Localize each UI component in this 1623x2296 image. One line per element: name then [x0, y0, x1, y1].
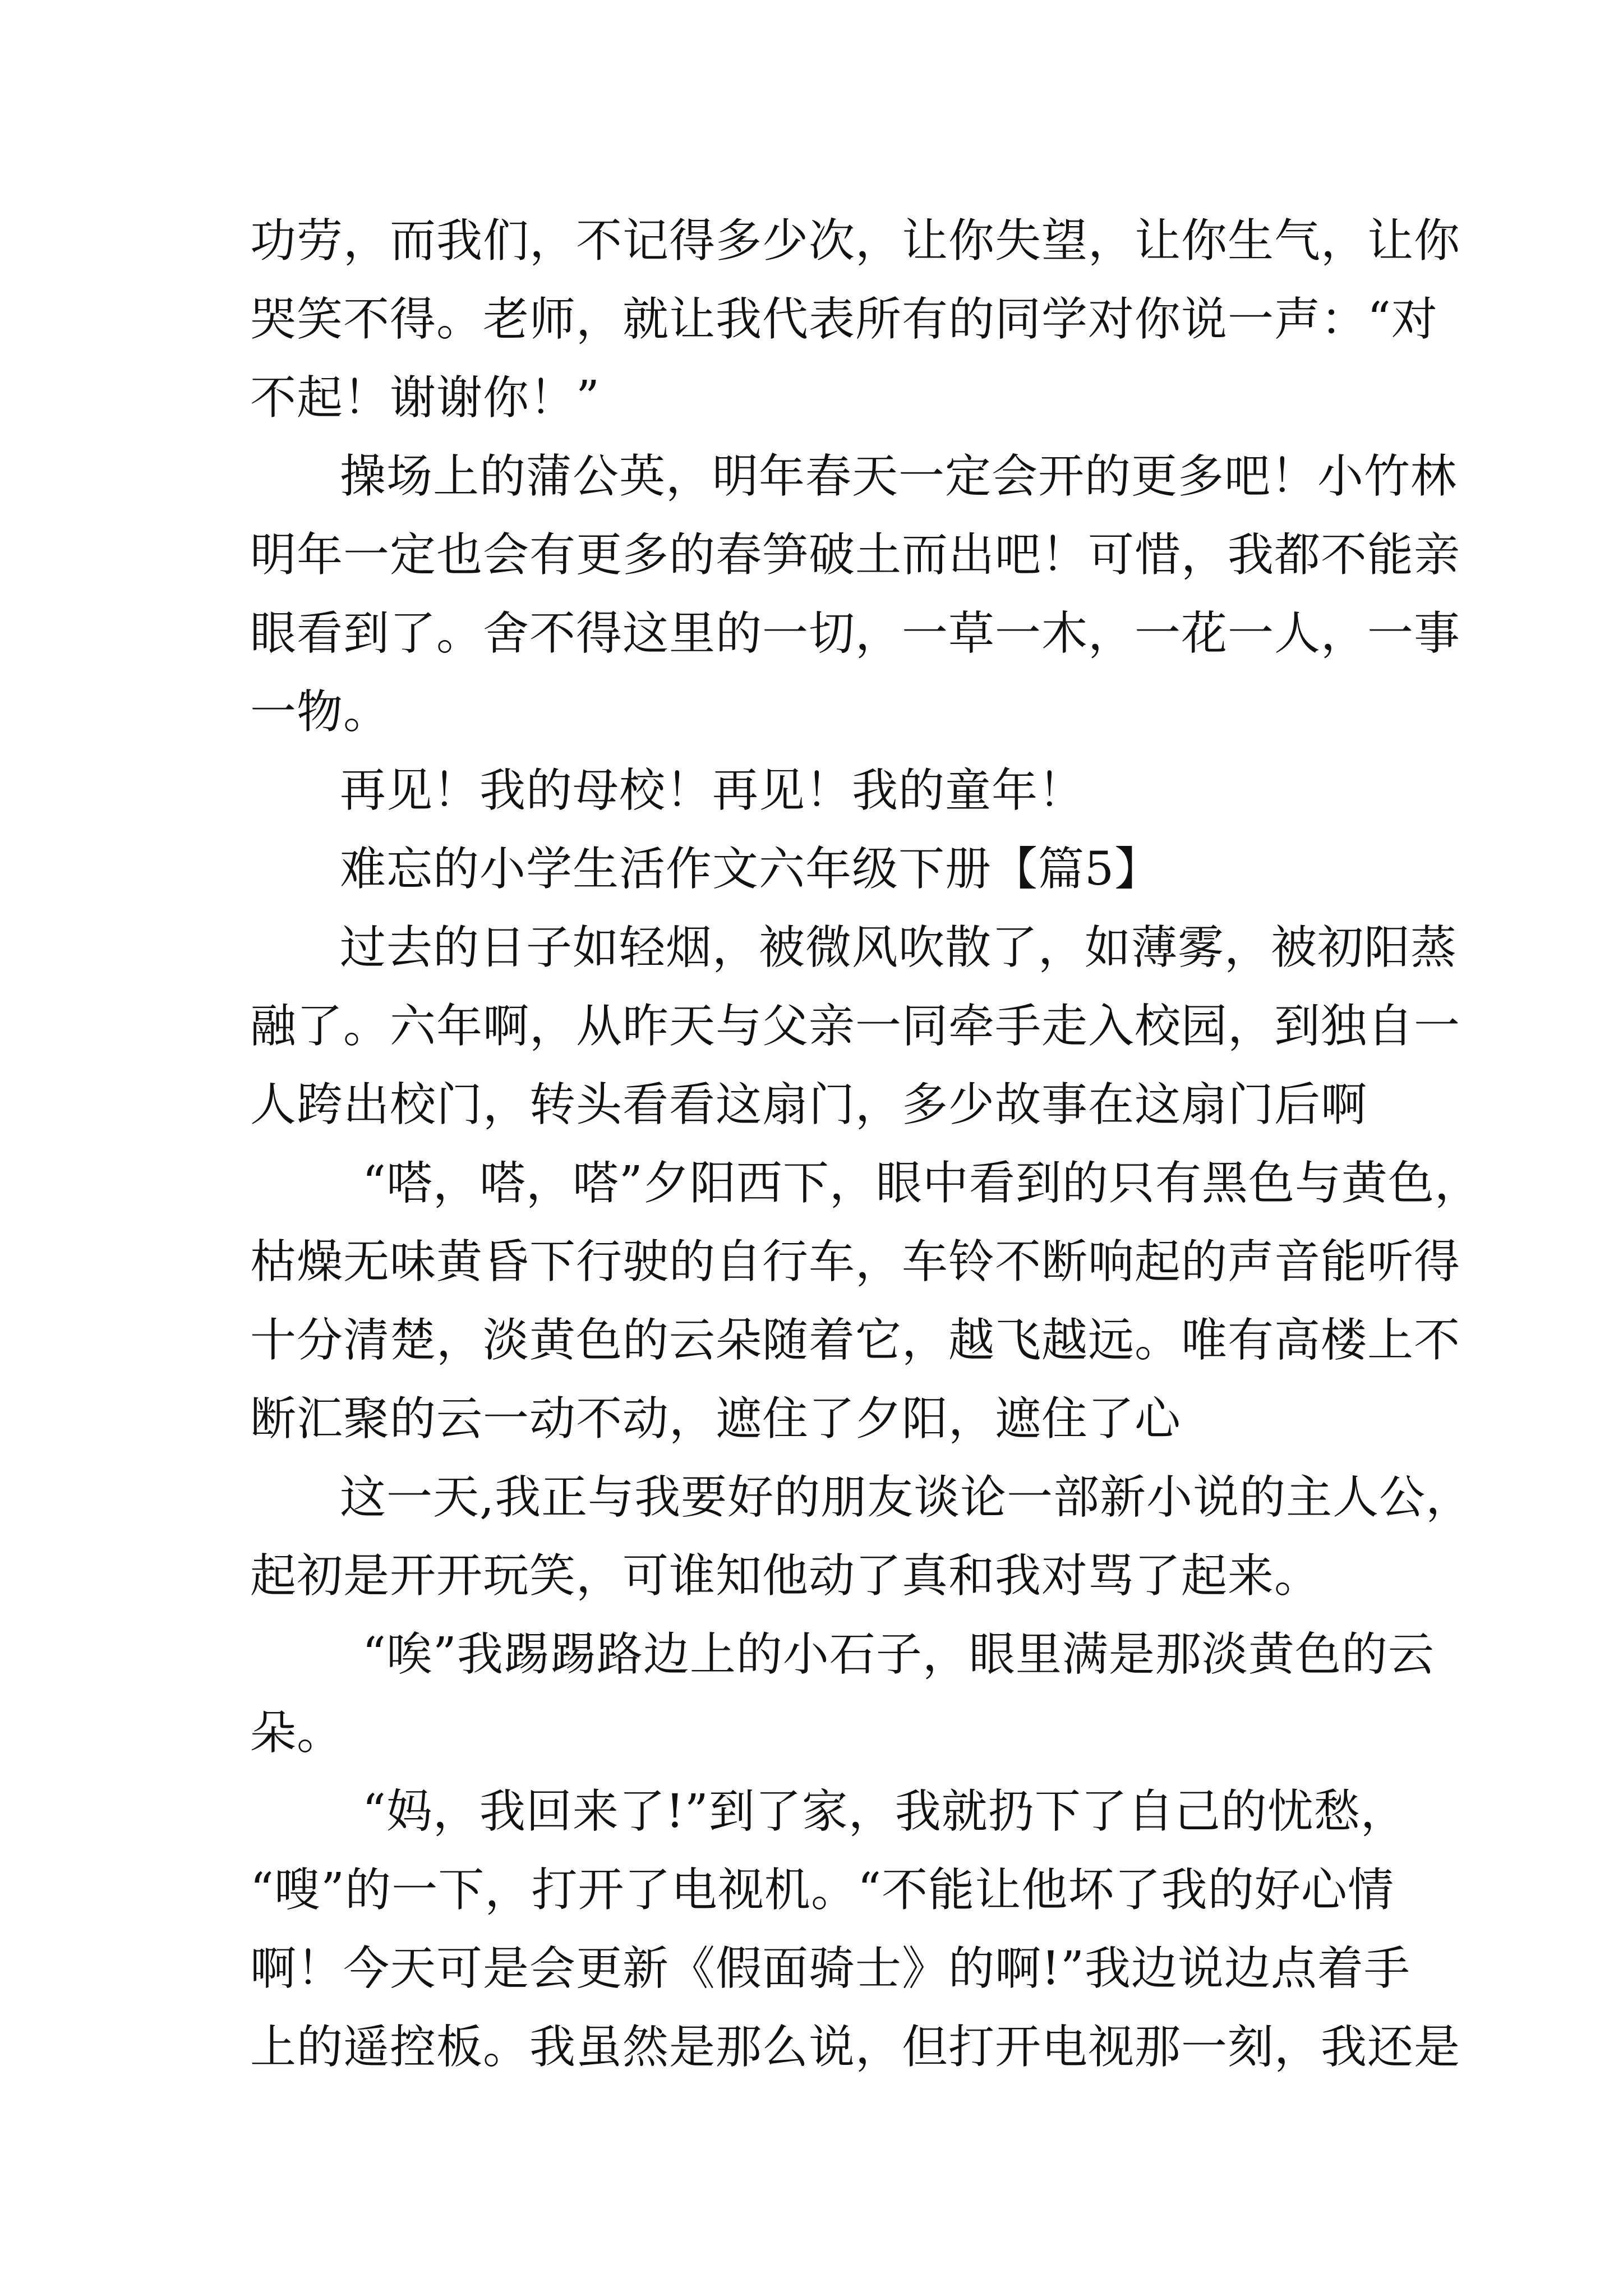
section-heading: 难忘的小学生活作文六年级下册【篇5】: [340, 843, 1161, 896]
paragraph-line: 起初是开开玩笑，可谁知他动了真和我对骂了起来。: [250, 1549, 1321, 1603]
paragraph-line: 融了。六年啊，从昨天与父亲一同牵手走入校园，到独自一: [250, 1000, 1461, 1053]
paragraph-line: “唉”我踢踢路边上的小石子，眼里满是那淡黄色的云: [362, 1628, 1435, 1681]
paragraph-line: 功劳，而我们，不记得多少次，让你失望，让你生气，让你: [250, 214, 1461, 268]
paragraph-line: 过去的日子如轻烟，被微风吹散了，如薄雾，被初阳蒸: [340, 921, 1458, 974]
paragraph-line: 断汇聚的云一动不动，遮住了夕阳，遮住了心: [250, 1392, 1182, 1446]
paragraph-line: “嗒，嗒，嗒”夕阳西下，眼中看到的只有黑色与黄色，: [362, 1157, 1481, 1210]
paragraph-line: 人跨出校门，转头看看这扇门，多少故事在这扇门后啊: [250, 1078, 1368, 1131]
paragraph-line: 操场上的蒲公英，明年春天一定会开的更多吧！小竹林: [340, 450, 1458, 503]
paragraph-line: “嗖”的一下，打开了电视机。“不能让他坏了我的好心情: [250, 1864, 1394, 1917]
paragraph-line: 一物。: [250, 685, 390, 739]
paragraph-line: 不起！谢谢你！”: [250, 371, 600, 425]
paragraph-line: 啊！今天可是会更新《假面骑士》的啊!”我边说边点着手: [250, 1942, 1410, 1995]
paragraph-line: 明年一定也会有更多的春笋破土而出吧！可惜，我都不能亲: [250, 528, 1461, 582]
paragraph-line: 上的遥控板。我虽然是那么说，但打开电视那一刻，我还是: [250, 2021, 1461, 2074]
paragraph-line: 朵。: [250, 1706, 344, 1760]
paragraph-line: 枯燥无味黄昏下行驶的自行车，车铃不断响起的声音能听得: [250, 1235, 1461, 1289]
paragraph-line: 十分清楚，淡黄色的云朵随着它，越飞越远。唯有高楼上不: [250, 1314, 1461, 1367]
paragraph-line: 再见！我的母校！再见！我的童年！: [340, 764, 1085, 817]
paragraph-line: “妈，我回来了!”到了家，我就扔下了自己的忧愁，: [362, 1785, 1407, 1838]
paragraph-line: 这一天,我正与我要好的朋友谈论一部新小说的主人公，: [340, 1471, 1473, 1524]
paragraph-line: 眼看到了。舍不得这里的一切，一草一木，一花一人，一事: [250, 607, 1461, 660]
paragraph-line: 哭笑不得。老师，就让我代表所有的同学对你说一声：“对: [250, 293, 1438, 346]
